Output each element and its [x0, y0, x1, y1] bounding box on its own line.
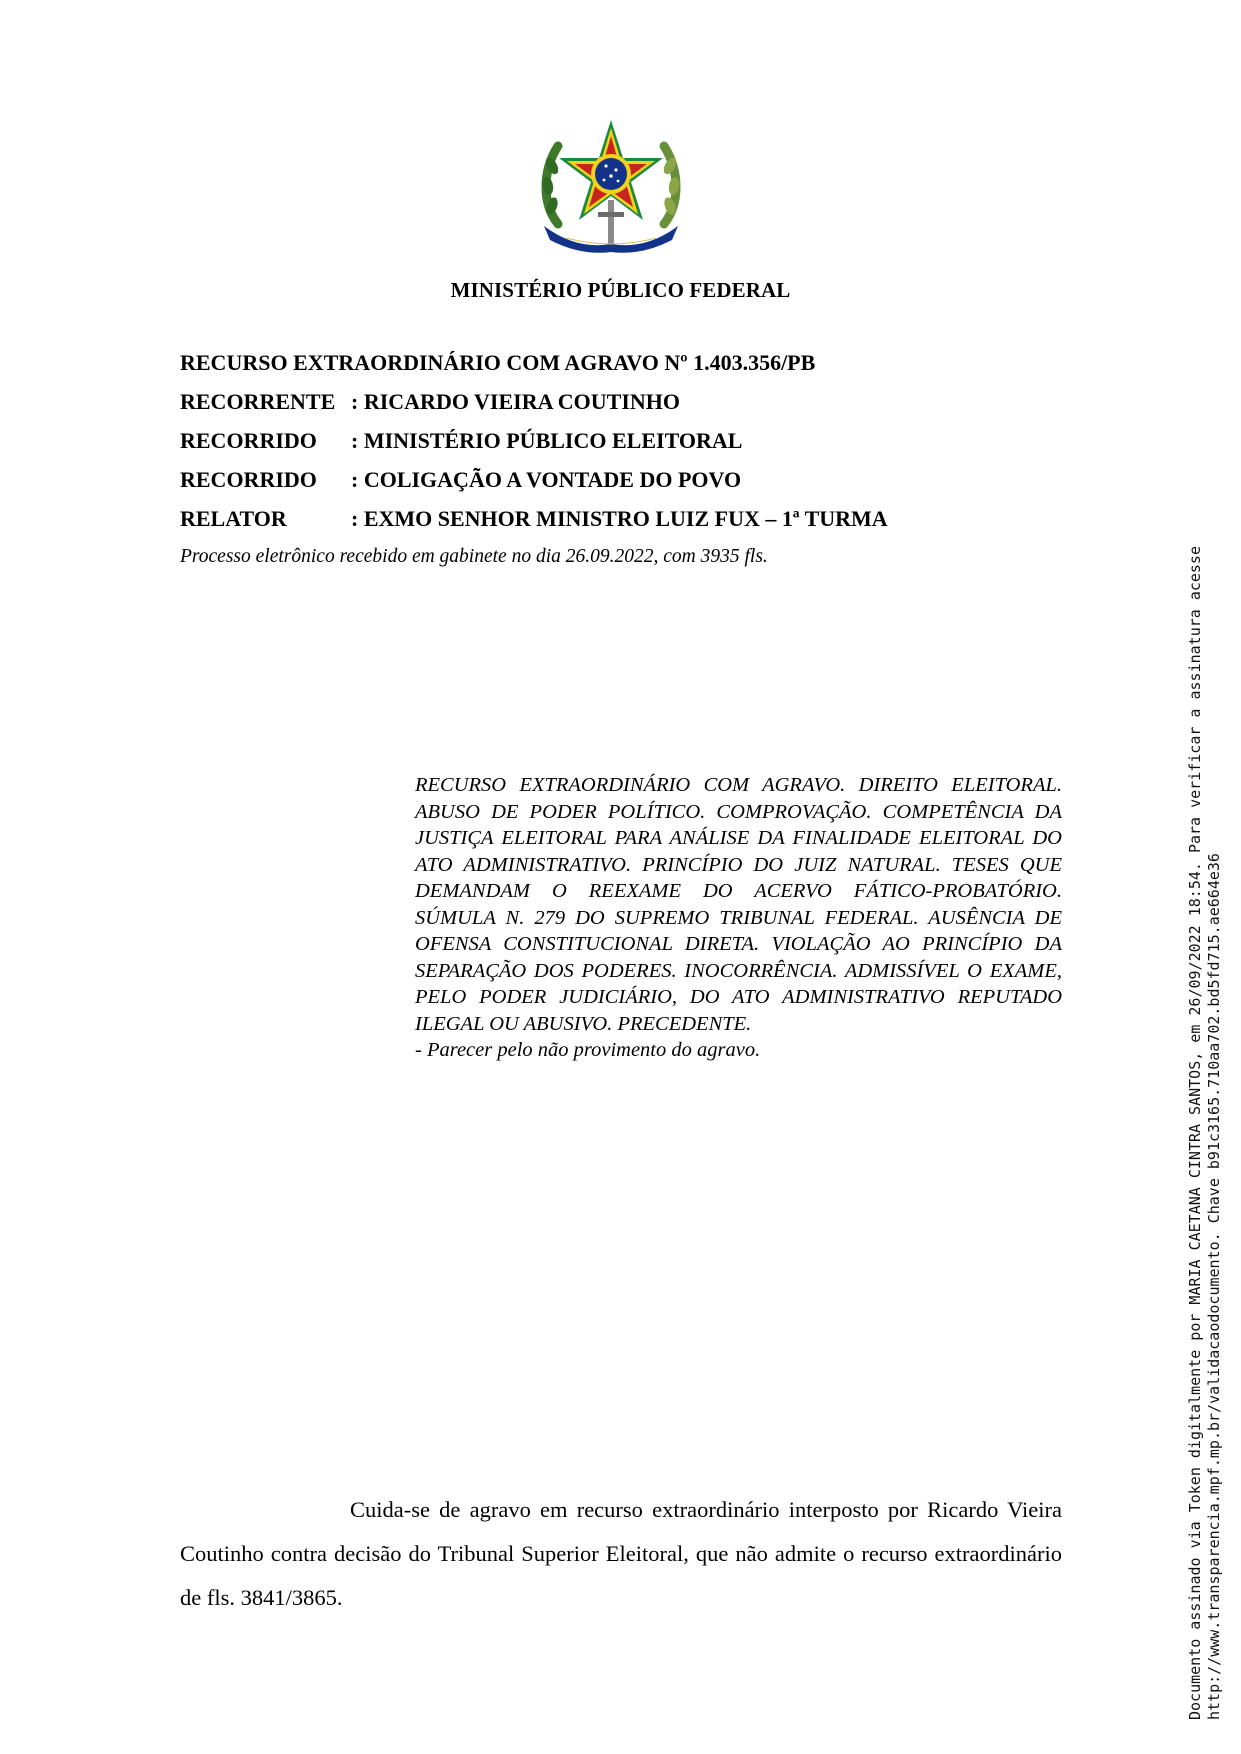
- organization-title: MINISTÉRIO PÚBLICO FEDERAL: [450, 278, 791, 302]
- party-label: RECORRIDO: [180, 428, 317, 453]
- received-note: Processo eletrônico recebido em gabinete no dia 26.09.2022, com 3935 fls.: [180, 546, 768, 567]
- party-value: : RICARDO VIEIRA COUTINHO: [351, 389, 681, 414]
- party-label: RECORRIDO: [180, 467, 317, 492]
- party-value: : COLIGAÇÃO A VONTADE DO POVO: [351, 467, 742, 492]
- body-paragraph: Cuida-se de agravo em recurso extraordinário interposto por Ricardo Vieira Coutinho contra decisão do Tribunal Superior Eleitoral, que não admite o recurso extraordinário de fls. 3841/3865.: [180, 1497, 1062, 1610]
- party-value: : EXMO SENHOR MINISTRO LUIZ FUX – 1ª TURMA: [351, 506, 888, 531]
- party-row: [180, 428, 940, 467]
- party-value: : MINISTÉRIO PÚBLICO ELEITORAL: [351, 428, 743, 453]
- party-row: [180, 389, 940, 428]
- signature-stamp: [1186, 546, 1224, 1720]
- signature-stamp-line: Documento assinado via Token digitalmente por MARIA CAETANA CINTRA SANTOS, em 26/09/2022 18:54. Para verificar a assinatura acesse: [1186, 546, 1204, 1720]
- brazil-coat-of-arms-icon: [536, 116, 686, 256]
- signature-stamp-url: http://www.transparencia.mpf.mp.br/validacaodocumento. Chave b91c3165.710aa702.bd5fd715.ae664e36: [1205, 853, 1223, 1720]
- ementa-conclusion: - Parecer pelo não provimento do agravo.: [415, 1039, 761, 1061]
- ementa-text: RECURSO EXTRAORDINÁRIO COM AGRAVO. DIREITO ELEITORAL. ABUSO DE PODER POLÍTICO. COMPROVAÇÃO. COMPETÊNCIA DA JUSTIÇA ELEITORAL PARA ANÁLISE DA FINALIDADE ELEITORAL DO ATO ADMINISTRATIVO. PRINCÍPIO DO JUIZ NATURAL. TESES QUE DEMANDAM O REEXAME DO ACERVO FÁTICO-PROBATÓRIO. SÚMULA N. 279 DO SUPREMO TRIBUNAL FEDERAL. AUSÊNCIA DE OFENSA CONSTITUCIONAL DIRETA. VIOLAÇÃO AO PRINCÍPIO DA SEPARAÇÃO DOS PODERES. INOCORRÊNCIA. ADMISSÍVEL O EXAME, PELO PODER JUDICIÁRIO, DO ATO ADMINISTRATIVO REPUTADO ILEGAL OU ABUSIVO. PRECEDENTE.: [415, 774, 1062, 1035]
- body-text: [180, 1488, 1062, 1620]
- party-row: [180, 467, 940, 506]
- party-row: [180, 506, 940, 545]
- ementa-block: [415, 772, 1062, 1064]
- party-label: RECORRENTE: [180, 389, 336, 414]
- case-title: RECURSO EXTRAORDINÁRIO COM AGRAVO Nº 1.403.356/PB: [180, 350, 816, 375]
- case-header: [180, 350, 940, 545]
- party-label: RELATOR: [180, 506, 287, 531]
